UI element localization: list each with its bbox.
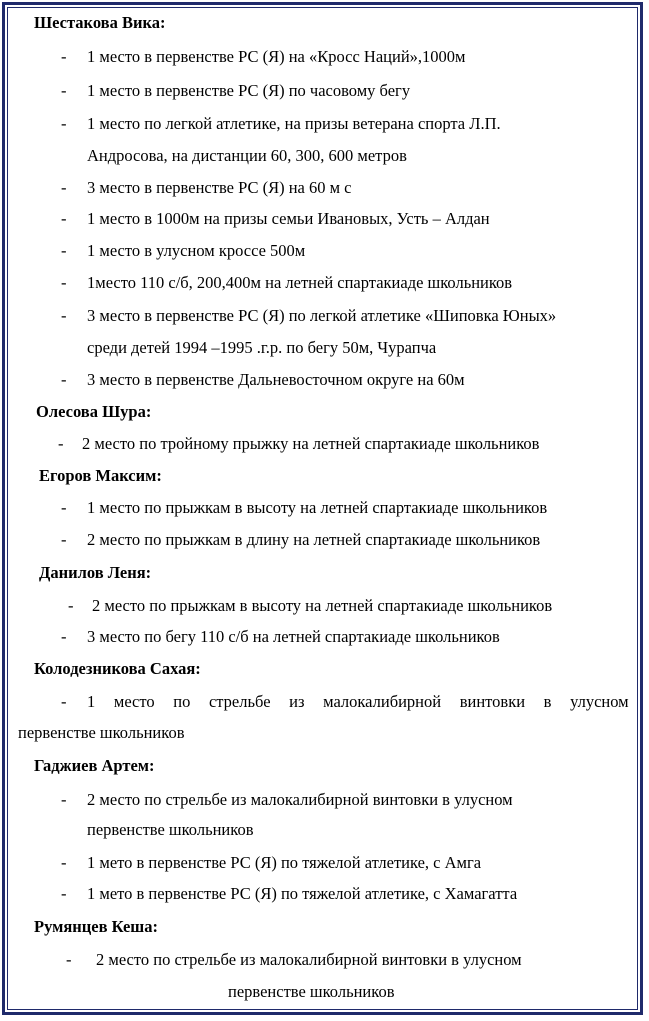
- achievement-item: 1 мето в первенстве РС (Я) по тяжелой атлетике, с Амга: [87, 853, 482, 872]
- achievement-item: 1 место в первенстве РС (Я) по часовому бегу: [87, 81, 411, 100]
- student-name: Гаджиев Артем:: [34, 756, 155, 775]
- list-bullet: -: [61, 178, 67, 197]
- achievement-item: 1место 110 с/б, 200,400м на летней спартакиаде школьников: [87, 273, 513, 292]
- list-bullet: -: [61, 114, 67, 133]
- achievement-item: 1 место в 1000м на призы семьи Ивановых, Усть – Алдан: [87, 209, 490, 228]
- list-bullet: -: [61, 81, 67, 100]
- list-bullet: -: [61, 692, 67, 711]
- achievement-item: 1 место по легкой атлетике, на призы ветерана спорта Л.П.: [87, 114, 501, 133]
- student-name: Олесова Шура:: [36, 402, 152, 421]
- list-bullet: -: [61, 853, 67, 872]
- list-bullet: -: [61, 209, 67, 228]
- achievement-item: 3 место в первенстве Дальневосточном округе на 60м: [87, 370, 465, 389]
- student-name: Данилов Леня:: [39, 563, 152, 582]
- list-bullet: -: [61, 241, 67, 260]
- achievement-item: 1 место по прыжкам в высоту на летней спартакиаде школьников: [87, 498, 548, 517]
- achievement-item: 2 место по стрельбе из малокалибирной винтовки в улусном: [87, 790, 513, 809]
- list-bullet: -: [61, 498, 67, 517]
- achievement-item: 1 место в улусном кроссе 500м: [87, 241, 306, 260]
- achievement-item: 2 место по прыжкам в длину на летней спартакиаде школьников: [87, 530, 541, 549]
- list-bullet: -: [61, 47, 67, 66]
- achievement-item-continued: первенстве школьников: [18, 723, 185, 742]
- list-bullet: -: [66, 950, 72, 969]
- list-bullet: -: [61, 627, 67, 646]
- student-name: Румянцев Кеша:: [34, 917, 158, 936]
- student-name: Шестакова Вика:: [34, 13, 166, 32]
- achievement-item: 2 место по прыжкам в высоту на летней спартакиаде школьников: [92, 596, 553, 615]
- achievement-item: 3 место по бегу 110 с/б на летней спартакиаде школьников: [87, 627, 500, 646]
- achievement-item: 1 место по стрельбе из малокалибирной винтовки в улусном: [87, 692, 629, 711]
- achievement-item-continued: первенстве школьников: [87, 820, 254, 839]
- achievement-item: 3 место в первенстве РС (Я) по легкой атлетике «Шиповка Юных»: [87, 306, 557, 325]
- achievement-item-continued: первенстве школьников: [228, 982, 395, 1001]
- achievement-item-continued: Андросова, на дистанции 60, 300, 600 метров: [87, 146, 407, 165]
- list-bullet: -: [61, 273, 67, 292]
- student-name: Колодезникова Сахая:: [34, 659, 201, 678]
- list-bullet: -: [68, 596, 74, 615]
- achievement-item: 3 место в первенстве РС (Я) на 60 м с: [87, 178, 352, 197]
- list-bullet: -: [58, 434, 64, 453]
- list-bullet: -: [61, 306, 67, 325]
- list-bullet: -: [61, 790, 67, 809]
- achievement-item: 2 место по тройному прыжку на летней спартакиаде школьников: [82, 434, 540, 453]
- achievement-item: 1 место в первенстве РС (Я) на «Кросс Наций»,1000м: [87, 47, 466, 66]
- list-bullet: -: [61, 884, 67, 903]
- list-bullet: -: [61, 530, 67, 549]
- achievement-item: 2 место по стрельбе из малокалибирной винтовки в улусном: [96, 950, 522, 969]
- list-bullet: -: [61, 370, 67, 389]
- achievement-item-continued: среди детей 1994 –1995 .г.р. по бегу 50м, Чурапча: [87, 338, 437, 357]
- achievement-item: 1 мето в первенстве РС (Я) по тяжелой атлетике, с Хамагатта: [87, 884, 518, 903]
- student-name: Егоров Максим:: [39, 466, 162, 485]
